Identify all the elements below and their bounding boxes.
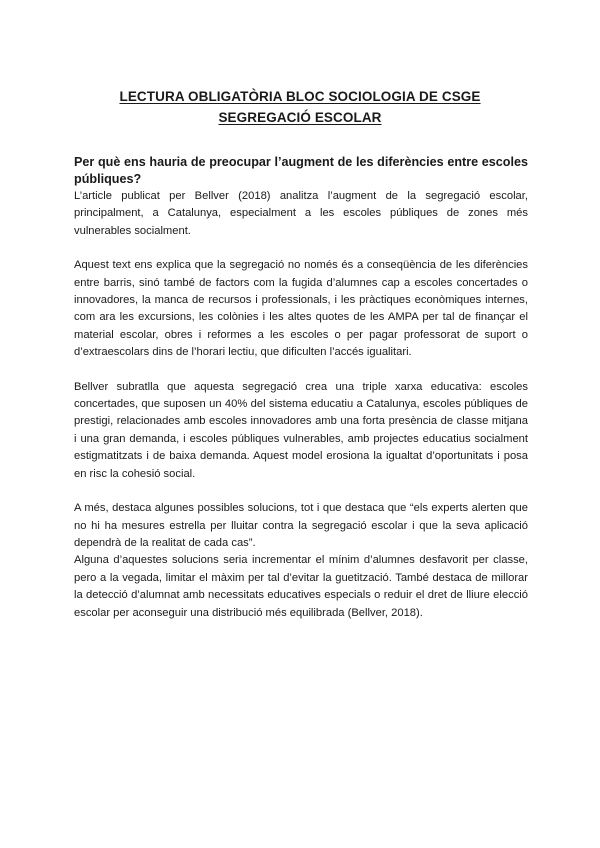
paragraph-causes: Aquest text ens explica que la segregació no només és a conseqüència de les diferències entre barris, sinó també de factors com la fugida d’alumnes cap a escoles concertades o innovadores, la manca de recursos i professionals, i les pràctiques econòmiques internes, com ara les excursions, les colònies i les altes quotes de les AMPA per tal de finançar el material escolar, obres i reformes a les escoles o per pagar professorat de suport o d’extraescolars dins de l’horari lectiu, que dificulten l’accés igualitari.: [74, 259, 528, 359]
document-title: LECTURA OBLIGATÒRIA BLOC SOCIOLOGIA DE CSGE: [119, 89, 481, 104]
paragraph-solutions-intro: A més, destaca algunes possibles solucions, tot i que destaca que “els experts alerten que no hi ha mesures estrella per lluitar contra la segregació escolar i que la seva aplicació dependrà de la realitat de cada cas”.: [74, 502, 528, 549]
paragraph-solutions: Alguna d’aquestes solucions seria incrementar el mínim d’alumnes desfavorit per classe, pero a la vegada, limitar el màxim per tal d’evitar la guetització. També destaca de millorar la detecció d’alumnat amb necessitats educatives especials o reduir el dret de lliure elecció escolar per aconseguir una distribució més equilibrada (Bellver, 2018).: [74, 554, 528, 619]
paragraph-triple-network: Bellver subratlla que aquesta segregació crea una triple xarxa educativa: escoles concertades, que suposen un 40% del sistema educatiu a Catalunya, escoles públiques de prestigi, relacionades amb escoles innovadores amb una forta presència de classe mitjana i una gran demanda, i escoles públiques vulnerables, amb projectes educatius socialment estigmatitzats i de baixa demanda. Aquest model erosiona la igualtat d’oportunitats i posa en risc la cohesió social.: [74, 380, 528, 480]
question-heading: Per què ens hauria de preocupar l’augment de les diferències entre escoles públiques?: [74, 155, 528, 186]
document-body: [74, 154, 528, 622]
paragraph-intro: L’article publicat per Bellver (2018) analitza l’augment de la segregació escolar, principalment, a Catalunya, especialment a les escoles públiques de zones més vulnerables socialment.: [74, 190, 528, 237]
paragraph-gap: [74, 240, 528, 257]
paragraph-gap: [74, 362, 528, 379]
document-subtitle: SEGREGACIÓ ESCOLAR: [218, 110, 382, 125]
paragraph-gap: [74, 483, 528, 500]
